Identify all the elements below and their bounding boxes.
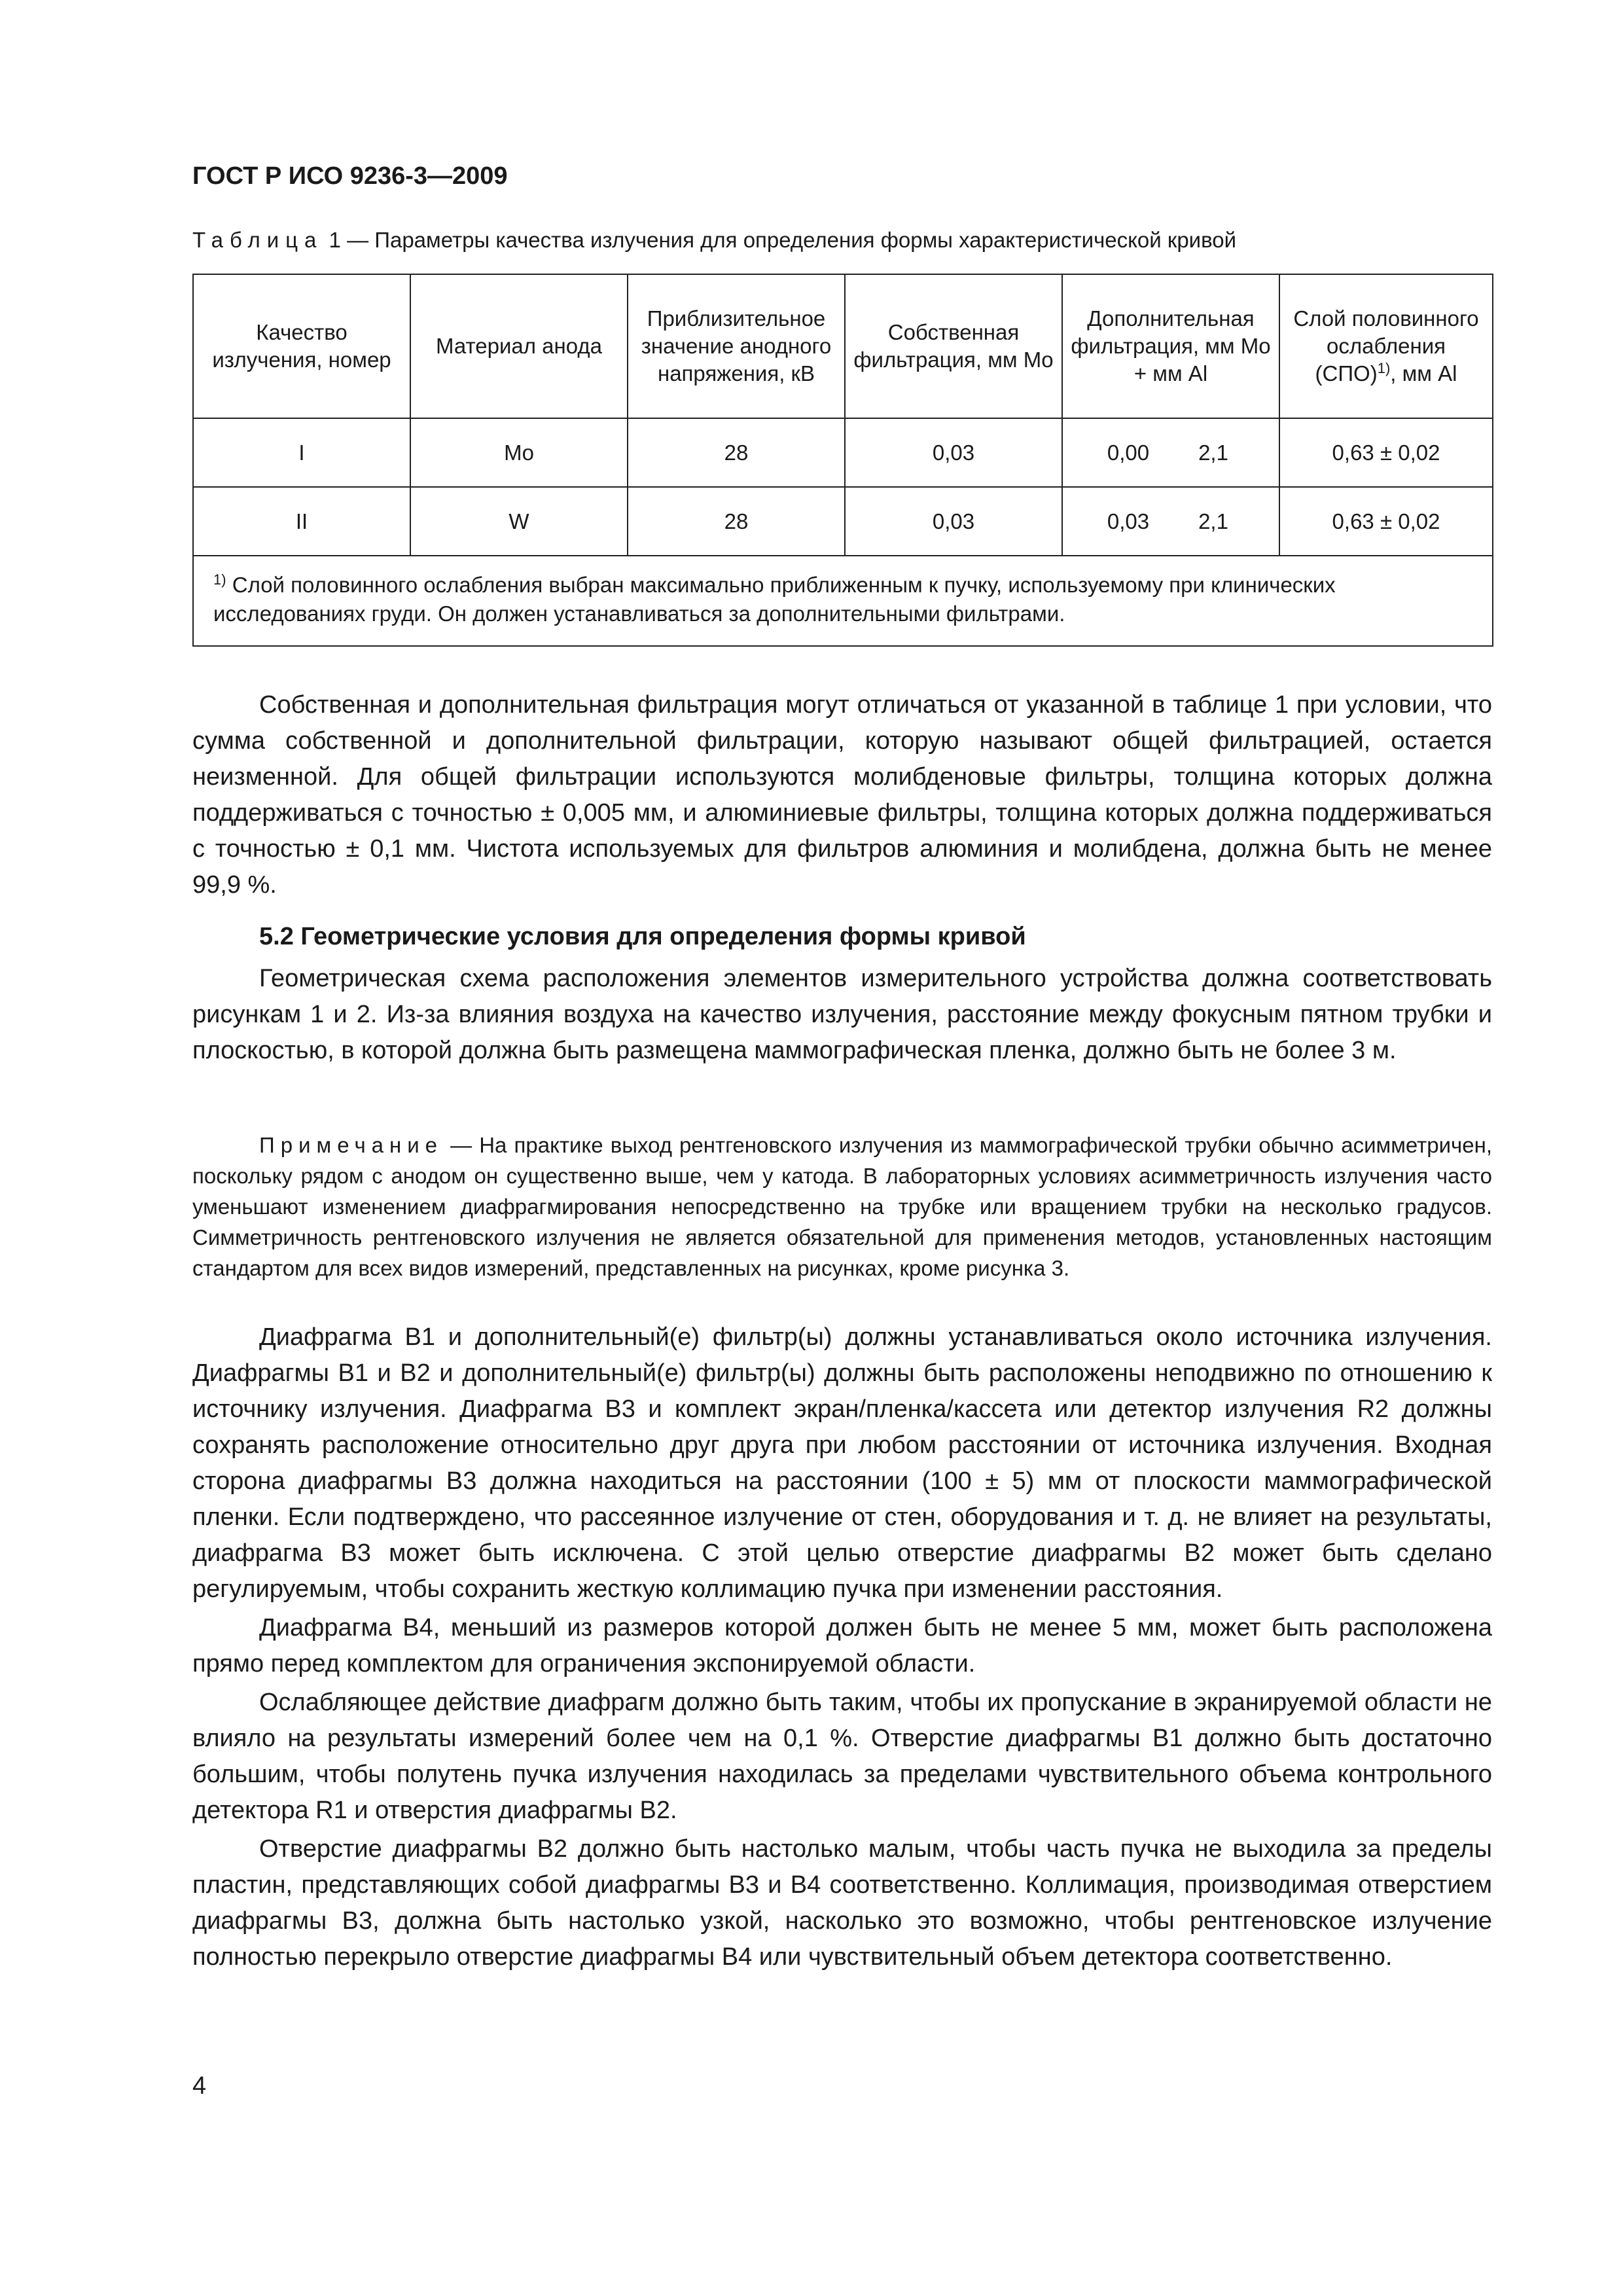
col-header-quality: Качество излучения, номер	[193, 274, 410, 418]
radiation-quality-table	[192, 274, 1493, 647]
cell-additional-filtration	[1062, 418, 1279, 487]
cell-voltage: 28	[628, 418, 845, 487]
cell-own-filtration: 0,03	[845, 487, 1062, 556]
cell-add-al: 2,1	[1198, 440, 1228, 465]
cell-hvl: 0,63 ± 0,02	[1279, 487, 1493, 556]
section-heading-5-2: 5.2 Геометрические условия для определения формы кривой	[259, 923, 1026, 950]
col-header-additional-filtration: Дополнительная фильтрация, мм Mo + мм Al	[1062, 274, 1279, 418]
page-number: 4	[192, 2072, 207, 2100]
cell-voltage: 28	[628, 487, 845, 556]
cell-add-al: 2,1	[1198, 509, 1228, 533]
filtration-paragraph-block	[192, 687, 1492, 903]
col-header-own-filtration: Собственная фильтрация, мм Mo	[845, 274, 1062, 418]
diaphragm-paragraphs	[192, 1319, 1492, 1978]
aperture-b2-paragraph: Отверстие диафрагмы В2 должно быть настолько малым, чтобы часть пучка не выходила за пределы пластин, представляющих собой диафрагмы В3 и В4 соответственно. Коллимация, производимая отверстием диафрагмы В3, должна быть настолько узкой, насколько это возможно, чтобы рентгеновское излучение полностью перекрыло отверстие диафрагмы В4 или чувствительный объем детектора соответственно.	[192, 1835, 1492, 1971]
document-id-header: ГОСТ Р ИСО 9236-3—2009	[192, 162, 508, 190]
geometry-paragraph-block	[192, 961, 1492, 1069]
cell-additional-filtration	[1062, 487, 1279, 556]
cell-anode: Mo	[410, 418, 628, 487]
diaphragm-b1-paragraph: Диафрагма В1 и дополнительный(е) фильтр(ы) должны устанавливаться около источника излучения. Диафрагмы В1 и В2 и дополнительный(е) фильтр(ы) должны быть расположены неподвижно по отношению к источнику излучения. Диафрагма В3 и комплект экран/пленка/кассета или детектор излучения R2 должны сохранять расположение относительно друг друга при любом расстоянии от источника излучения. Входная сторона диафрагмы В3 должна находиться на расстоянии (100 ± 5) мм от плоскости маммографической пленки. Если подтверждено, что рассеянное излучение от стен, оборудования и т. д. не влияет на результаты, диафрагма В3 может быть исключена. С этой целью отверстие диафрагмы В2 может быть сделано регулируемым, чтобы сохранить жесткую коллимацию пучка при изменении расстояния.	[192, 1323, 1492, 1603]
cell-anode: W	[410, 487, 628, 556]
col-header-anode: Материал анода	[410, 274, 628, 418]
geometry-paragraph: Геометрическая схема расположения элементов измерительного устройства должна соответствовать рисункам 1 и 2. Из-за влияния воздуха на качество излучения, расстояние между фокусным пятном трубки и плоскостью, в которой должна быть размещена маммографическая пленка, должно быть не более 3 м.	[192, 965, 1492, 1064]
table-row	[193, 418, 1493, 487]
table-row	[193, 487, 1493, 556]
note-text: — На практике выход рентгеновского излучения из маммографической трубки обычно асимметричен, поскольку рядом с анодом он существенно выше, чем у катода. В лабораторных условиях асимметричность излучения часто уменьшают изменением диафрагмирования непосредственно на трубке или вращением трубки на несколько градусов. Симметричность рентгеновского излучения не является обязательной для применения методов, установленных настоящим стандартом для всех видов измерений, представленных на рисунках, кроме рисунка 3.	[192, 1133, 1492, 1280]
cell-quality: I	[193, 418, 410, 487]
table-footnote-row	[193, 556, 1493, 646]
hvl-footnote-ref: 1)	[1377, 360, 1391, 376]
note-paragraph	[192, 1130, 1492, 1283]
attenuation-paragraph: Ослабляющее действие диафрагм должно быть таким, чтобы их пропускание в экранируемой области не влияло на результаты измерений более чем на 0,1 %. Отверстие диафрагмы В1 должно быть достаточно большим, чтобы полутень пучка излучения находилась за пределами чувствительного объема контрольного детектора R1 и отверстия диафрагмы В2.	[192, 1689, 1492, 1824]
cell-own-filtration: 0,03	[845, 418, 1062, 487]
table-caption-title: 1 — Параметры качества излучения для определения формы характеристической кривой	[323, 228, 1237, 252]
cell-quality: II	[193, 487, 410, 556]
hvl-header-unit: , мм Al	[1390, 361, 1457, 386]
col-header-voltage: Приблизительное значение анодного напряжения, кВ	[628, 274, 845, 418]
footnote-marker: 1)	[213, 571, 226, 588]
footnote-text: Слой половинного ослабления выбран максимально приближенным к пучку, используемому при клинических исследованиях груди. Он должен устанавливаться за дополнительными фильтрами.	[213, 573, 1336, 626]
cell-hvl: 0,63 ± 0,02	[1279, 418, 1493, 487]
table-header-row	[193, 274, 1493, 418]
cell-add-mo: 0,03	[1107, 509, 1150, 533]
table-caption	[192, 228, 1236, 253]
note-label: Примечание	[259, 1133, 444, 1157]
cell-add-mo: 0,00	[1107, 440, 1150, 465]
filtration-paragraph: Собственная и дополнительная фильтрация могут отличаться от указанной в таблице 1 при условии, что сумма собственной и дополнительной фильтрации, которую называют общей фильтрацией, остается неизменной. Для общей фильтрации используются молибденовые фильтры, толщина которых должна поддерживаться с точностью ± 0,005 мм, и алюминиевые фильтры, толщина которых должна поддерживаться с точностью ± 0,1 мм. Чистота используемых для фильтров алюминия и молибдена, должна быть не менее 99,9 %.	[192, 691, 1492, 899]
hvl-header-text: Слой половинного ослабления (СПО)	[1293, 306, 1479, 386]
col-header-hvl	[1279, 274, 1493, 418]
table-footnote	[193, 556, 1493, 646]
table-caption-word: Таблица	[192, 228, 323, 252]
diaphragm-b4-paragraph: Диафрагма В4, меньший из размеров которой должен быть не менее 5 мм, может быть расположена прямо перед комплектом для ограничения экспонируемой области.	[192, 1614, 1492, 1677]
